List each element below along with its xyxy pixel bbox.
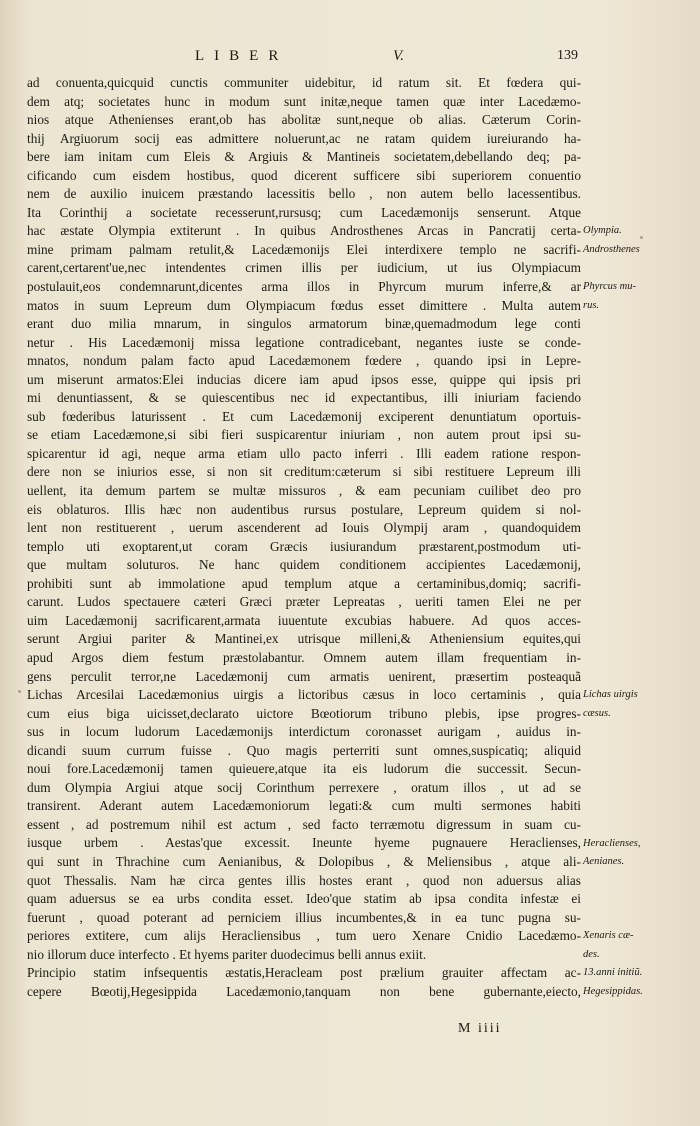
text-line: fuerunt , quoad poterant ad perniciem illius incumbentes,& in ea tunc pugna su- [27, 909, 581, 925]
margin-note: Heraclienses, [583, 837, 641, 849]
text-line: cum eius biga uicisset,declarato uictore Bœotiorum tribuno plebis, ipse progres- [27, 705, 581, 721]
text-line: quam aduersus se ea urbs condita esset. Ideo'que statim ab ipsa condita infestæ ei [27, 891, 581, 907]
margin-note: Androsthenes [583, 243, 640, 255]
signature-mark: M iiii [458, 1021, 502, 1036]
margin-note: Hegesippidas. [583, 985, 643, 997]
running-head [0, 48, 700, 68]
running-head-title: LIBER [195, 48, 289, 64]
text-line: periores extitere, cum alijs Heracliensibus , tum uero Xenare Cnidio Lacedæmo- [27, 928, 581, 944]
body-text [27, 74, 581, 1001]
margin-note: Olympia. [583, 225, 622, 237]
text-line: ad conuenta,quicquid cunctis communiter uidebitur, id ratum sit. Et fœdera qui- [27, 75, 581, 90]
text-line: spicarentur id agi, neque arma etiam ullo pacto inferri . Illi eadem ratione respon- [27, 445, 581, 461]
text-line: postulauit,eos condemnarunt,dicentes arma illos in Phyrcum murum inferre,& ar [27, 279, 581, 295]
text-line: bere iam initam cum Eleis & Argiuis & Mantineis societatem,debellando deq; pa- [27, 149, 581, 165]
text-line: mi denuntiassent, & se quiescentibus nec id expectantibus, illi iniuriam faciendo [27, 390, 581, 406]
text-line: carunt. Ludos spectauere cæteri Græci præter Lepreatas , ueriti tamen Elei ne per [27, 594, 581, 610]
text-line: mnatos, nondum palam facto apud Lacedæmonem fœdere , quando ipsi in Lepre- [27, 353, 581, 369]
text-line: Principio statim infsequentis æstatis,Heracleam post prælium grauiter affectam ac- [27, 965, 581, 981]
text-line: nios atque Athenienses erant,ob has abolitæ sunt,neque ob alias. Cæterum Corin- [27, 112, 581, 128]
text-line: gens perculit terror,ne Lacedæmonij cum armatis uenirent, præsertim posteaquã [27, 668, 581, 684]
text-line: Ita Corinthij a societate recesserunt,rursusq; cum Lacedæmonijs senserunt. Atque [27, 204, 581, 220]
text-line: erant duo milia mnarum, in singulos armatorum binæ,quemadmodum lege conti [27, 316, 581, 332]
text-line: eis oblaturos. Illis hæc non audentibus rursus postulare, Lepreum quidem si nol- [27, 501, 581, 517]
text-line: essent , ad postremum nihil est actum , sed facto terræmotu digressum in suam cu- [27, 816, 581, 832]
paper-speck [640, 236, 643, 239]
text-line: iusque urbem . Aestas'que excessit. Ineunte hyeme pugnauere Heraclienses, [27, 835, 581, 851]
text-line: dum Olympia Argiui atque socij Corinthum perrexere , oratum illos , ut ad se [27, 779, 581, 795]
text-line: se etiam Lacedæmone,si sibi fieri suspicarentur iniuriam , non autem prout ipsi su- [27, 427, 581, 443]
text-line: lent non restituerent , uerum ascenderent ad Iouis Olympij aram , quandoquidem [27, 520, 581, 536]
text-line: qui sunt in Thrachine cum Aenianibus, & Dolopibus , & Meliensibus , atque ali- [27, 853, 581, 869]
margin-note: des. [583, 948, 600, 960]
text-line: quot Thessalis. Nam hæ circa gentes illis hostes erant , quod non aduersus alias [27, 872, 581, 888]
text-line: templo uti exoptarent,ut coram Græcis iusiurandum præstarent,postmodum uti- [27, 538, 581, 554]
text-line: sub fœderibus laturissent . Et cum Lacedæmonij exciperent denuntiatum oportuis- [27, 408, 581, 424]
margin-note: cæsus. [583, 707, 611, 719]
text-line: noui fore.Lacedæmonij tamen quieuere,atque ita eis ludorum die successit. Secun- [27, 761, 581, 777]
text-line: dem atq; societates hunc in modum sunt initæ,neque tamen quæ inter Lacedæmo- [27, 93, 581, 109]
margin-note: rus. [583, 299, 600, 311]
text-line: Lichas Arcesilai Lacedæmonius uirgis a lictoribus cæsus in loco certaminis , quia [27, 687, 581, 703]
margin-note: Lichas uirgis [583, 689, 638, 701]
text-line: hac æstate Olympia extiterunt . In quibus Androsthenes Arcas in Pancratij certa- [27, 223, 581, 239]
text-line: carent,certarent'ue,nec intendentes crimen illis per iudicium, ut ius Olympiacum [27, 260, 581, 276]
text-line: um miserunt armatos:Elei inducias dicere iam apud ipsos esse, quippe qui ipsis pri [27, 371, 581, 387]
text-line: nem de auxilio inuicem præstando lacessitis bello , non autem bello lacessentibus. [27, 186, 581, 202]
text-line: cificando cum eisdem hostibus, quod dicerent sufficere sibi superiorem conuentio [27, 167, 581, 183]
text-line: transirent. Aderant autem Lacedæmoniorum legati:& cum multi sermones habiti [27, 798, 581, 814]
text-line: serunt Argiui pariter & Mantinei,ex utrisque milleni,& Atheniensium equites,qui [27, 631, 581, 647]
text-line: prohibiti sunt ab immolatione apud templum atque a certaminibus,domiq; sacrifi- [27, 575, 581, 591]
text-line: apud Argos diem festum præstolabantur. Omnem autem illam frequentiam in- [27, 649, 581, 665]
folio-number: 139 [557, 48, 578, 63]
margin-note: Aenianes. [583, 856, 625, 868]
text-line: thij Argiuorum socij eas admittere noluerunt,ac ne ratam quidem iureiurando ha- [27, 130, 581, 146]
text-line: dicandi suum currum fuisse . Quo magis perterriti sunt omnes,suspicatiq; aliquid [27, 742, 581, 758]
text-line: uellent, ita demum partem se multæ missuros , & eam pecuniam cuilibet deo pro [27, 483, 581, 499]
text-line: dere non se iniurios esse, si non sit creditum:cæterum si sibi restituere Lepreum illi [27, 464, 581, 480]
text-line: mine primam palmam retulit,& Lacedæmonijs Elei interdixere templo ne sacrifi- [27, 241, 581, 257]
text-line: que multam soluturos. Ne hanc quidem conditionem accipientes Lacedæmonij, [27, 557, 581, 573]
text-line: cepere Bœotij,Hegesippida Lacedæmonio,tanquam non bene gubernante,eiecto, [27, 983, 581, 999]
text-line: netur . His Lacedæmonij missa legatione contradicebant, negantes iuste se conde- [27, 334, 581, 350]
text-line: sus in locum ludorum Lacedæmonijs interdictum coronasset aurigam , auidus in- [27, 724, 581, 740]
text-line: uim Lacedæmonij sacrificarent,armata iuuentute excubias habuere. Ad quos acces- [27, 612, 581, 628]
text-line: nio illorum duce interfecto . Et hyems pariter duodecimus belli annus exiit. [27, 946, 427, 962]
text-line: matos in suum Lepreum dum Olympiacum fœdus esset dimittere . Multa autem [27, 297, 581, 313]
running-head-book-number: V. [393, 48, 404, 64]
margin-note: Phyrcus mu- [583, 281, 636, 293]
margin-note: 13.anni initiũ. [583, 967, 643, 979]
margin-note: Xenaris cæ- [583, 930, 634, 942]
paper-speck [18, 690, 21, 693]
